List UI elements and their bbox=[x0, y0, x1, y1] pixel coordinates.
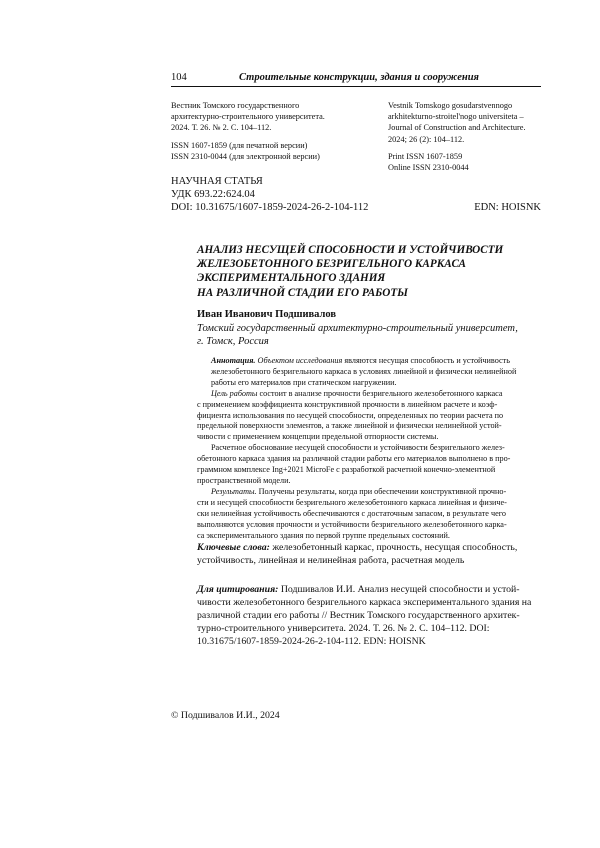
article-title bbox=[197, 243, 542, 300]
journal-issue-line: 2024; 26 (2): 104–112. bbox=[388, 134, 465, 144]
abstract-paragraph bbox=[197, 443, 542, 487]
citation-text: Подшивалов И.И. Анализ несущей способности и устой- bbox=[278, 584, 520, 595]
journal-meta-english bbox=[388, 100, 548, 179]
title-line: НА РАЗЛИЧНОЙ СТАДИИ ЕГО РАБОТЫ bbox=[197, 286, 409, 299]
journal-name-line: Вестник Томского государственного bbox=[171, 101, 300, 110]
abstract-emphasis: Результаты. bbox=[211, 486, 257, 496]
keywords bbox=[197, 541, 542, 567]
journal-issue-line: 2024. Т. 26. № 2. С. 104–112. bbox=[171, 123, 272, 133]
abstract-text: являются несущая способность и устойчивость bbox=[342, 356, 510, 365]
title-line: ЖЕЛЕЗОБЕТОННОГО БЕЗРИГЕЛЬНОГО КАРКАСА bbox=[197, 258, 466, 271]
journal-name-line: архитектурно-строительного университета. bbox=[171, 112, 325, 122]
abstract bbox=[197, 356, 542, 541]
edn-code: EDN: HOISNK bbox=[474, 202, 541, 213]
citation-line: турно-строительного университета. 2024. Т. 26. № 2. С. 104–112. DOI: bbox=[197, 623, 490, 634]
title-line: ЭКСПЕРИМЕНТАЛЬНОГО ЗДАНИЯ bbox=[197, 272, 386, 285]
journal-name-line: Journal of Construction and Architecture. bbox=[388, 123, 526, 133]
citation-label: Для цитирования: bbox=[197, 584, 279, 595]
udc-code: УДК 693.22:624.04 bbox=[171, 189, 255, 200]
abstract-line: работы его материалов при статическом нагружении. bbox=[211, 377, 397, 387]
abstract-emphasis: Цель работы bbox=[211, 388, 258, 398]
author-name: Иван Иванович Подшивалов bbox=[197, 309, 337, 320]
journal-meta-russian bbox=[171, 100, 381, 168]
affiliation-line: Томский государственный архитектурно-строительный университет, bbox=[197, 323, 518, 334]
issn-print: Print ISSN 1607-1859 bbox=[388, 151, 463, 161]
abstract-line: выполняются условия прочности и устойчивости безригельного железобетонного карка- bbox=[197, 519, 507, 529]
abstract-line: с применением коэффициента конструктивной прочности в линейном расчете и коэф- bbox=[197, 399, 498, 409]
citation bbox=[197, 583, 542, 648]
page-number: 104 bbox=[171, 72, 187, 83]
citation-line: различной стадии его работы // Вестник Томского государственного архитек- bbox=[197, 610, 520, 621]
journal-section-title: Строительные конструкции, здания и сооружения bbox=[239, 72, 479, 83]
abstract-line: обетонного каркаса здания на различной стадии работы его материалов выполнено в про- bbox=[197, 454, 511, 464]
keywords-line: устойчивость, линейная и нелинейная работа, расчетная модель bbox=[197, 555, 465, 566]
author-affiliation bbox=[197, 322, 542, 348]
article-type: НАУЧНАЯ СТАТЬЯ bbox=[171, 176, 263, 187]
abstract-text: состоит в анализе прочности безригельного железобетонного каркаса bbox=[257, 388, 503, 398]
abstract-paragraph bbox=[197, 487, 542, 542]
abstract-paragraph bbox=[197, 356, 542, 389]
title-line: АНАЛИЗ НЕСУЩЕЙ СПОСОБНОСТИ И УСТОЙЧИВОСТИ bbox=[197, 244, 504, 256]
journal-name-line: arkhitekturno-stroitel'nogo universiteta – bbox=[388, 112, 524, 122]
abstract-line: пространственной модели. bbox=[197, 475, 291, 485]
abstract-line: са экспериментального здания по первой группе предельных состояний. bbox=[197, 530, 450, 540]
abstract-label: Аннотация. bbox=[211, 356, 256, 365]
copyright-notice: © Подшивалов И.И., 2024 bbox=[171, 710, 280, 721]
header-rule bbox=[171, 86, 541, 87]
abstract-text: Получены результаты, когда при обеспечении конструктивной прочно- bbox=[256, 486, 507, 496]
abstract-line: граммном комплексе Ing+2021 MicroFe с разработкой расчетной конечно-элементной bbox=[197, 465, 496, 475]
issn-print: ISSN 1607-1859 (для печатной версии) bbox=[171, 140, 308, 150]
abstract-line: фициента использования по несущей способности, определенных по теории расчета по bbox=[197, 410, 504, 420]
issn-online: Online ISSN 2310-0044 bbox=[388, 163, 469, 173]
abstract-line: ски нелинейная устойчивость обеспечиваются с достаточным запасом, в результате чего bbox=[197, 508, 506, 518]
abstract-line: чивости с применением концепции предельной отпорности системы. bbox=[197, 432, 439, 442]
abstract-line: Расчетное обоснование несущей способности и устойчивости безригельного желез- bbox=[211, 443, 505, 453]
citation-line: чивости железобетонного безригельного каркаса экспериментального здания на bbox=[197, 597, 532, 608]
abstract-paragraph bbox=[197, 389, 542, 444]
affiliation-line: г. Томск, Россия bbox=[197, 336, 269, 347]
keywords-label: Ключевые слова: bbox=[197, 542, 270, 553]
journal-name-line: Vestnik Tomskogo gosudarstvennogo bbox=[388, 101, 513, 110]
abstract-line: предельной поверхности элементов, а также линейной и физически нелинейной устой- bbox=[197, 421, 502, 431]
issn-online: ISSN 2310-0044 (для электронной версии) bbox=[171, 151, 320, 161]
citation-line: 10.31675/1607-1859-2024-26-2-104-112. EDN: HOISNK bbox=[197, 636, 426, 647]
abstract-emphasis: Объектом исследования bbox=[257, 356, 343, 365]
doi-link[interactable]: DOI: 10.31675/1607-1859-2024-26-2-104-112 bbox=[171, 202, 369, 213]
keywords-text: железобетонный каркас, прочность, несущая способность, bbox=[269, 542, 518, 553]
abstract-line: сти и несущей способности безригельного железобетонного каркаса линейная и физиче- bbox=[197, 497, 507, 507]
abstract-line: железобетонного безригельного каркаса в условиях линейной и физически нелинейной bbox=[211, 366, 517, 376]
